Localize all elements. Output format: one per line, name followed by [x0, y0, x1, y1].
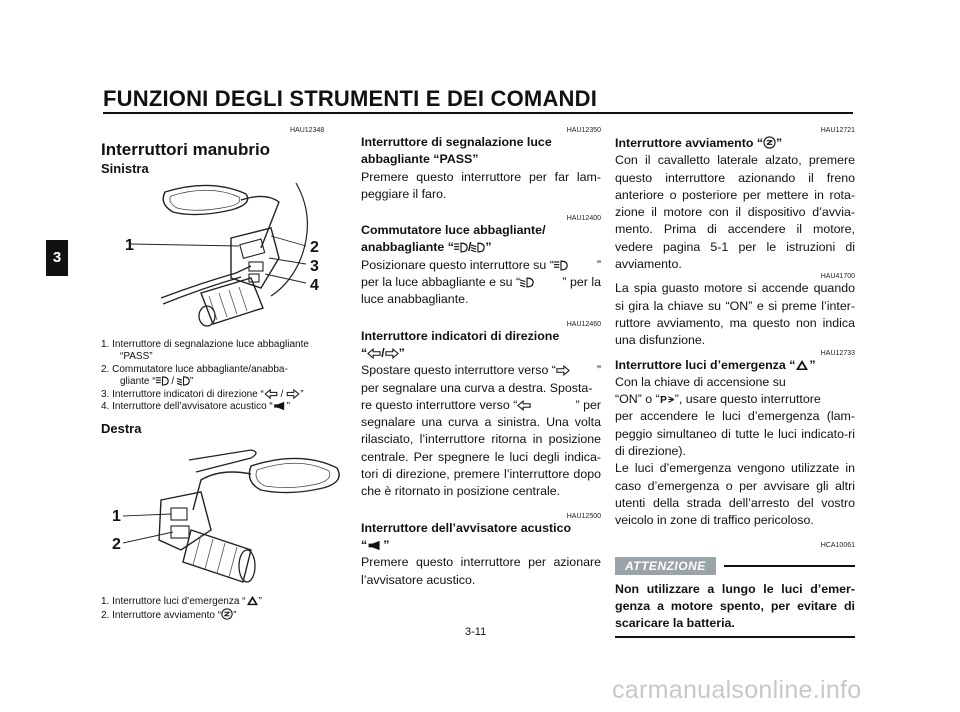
- body-paragraph: per accendere le luci d’emergenza (lam-peggio simultaneo di tutte le luci indicato-ri di direzione).: [615, 409, 855, 459]
- section-title-line: [361, 345, 601, 362]
- section-title-text: Interruttore avviamento “: [615, 136, 764, 150]
- left-captions: [101, 339, 351, 413]
- body-text: ” per: [575, 397, 601, 412]
- body-text: “ON” o “: [615, 392, 660, 407]
- turn-right-icon: [286, 389, 300, 399]
- attention-bottom-rule: [615, 636, 855, 638]
- body-line: Con la chiave di accensione su: [615, 374, 786, 389]
- turn-left-icon: [367, 348, 381, 359]
- body-text: Spostare questo interruttore verso “: [361, 363, 556, 378]
- body-paragraph: Le luci d’emergenza vengono utilizzate in caso d’emergenza o per avvisare gli altri utenti della strada dell’arresto del vostro veicolo in zone di traffico pericoloso.: [615, 461, 855, 528]
- section-title-line: abbagliante “PASS”: [361, 152, 479, 167]
- body-line: [361, 362, 601, 379]
- caption-text: ”: [258, 596, 262, 607]
- section-title-text: ”: [383, 537, 390, 552]
- body-text: ”: [596, 257, 601, 272]
- body-text: per la luce abbagliante e su “: [361, 275, 521, 290]
- callout-2: 2: [310, 239, 319, 256]
- section-body: [361, 257, 601, 309]
- hazard-icon: [795, 359, 809, 371]
- low-beam-icon: [520, 277, 534, 288]
- caption-text: /: [277, 388, 287, 400]
- body-line: [361, 397, 601, 414]
- start-switch-icon: [763, 136, 776, 149]
- high-beam-icon: [554, 260, 568, 271]
- section-title: [361, 520, 601, 555]
- hazard-icon: [246, 595, 259, 606]
- section-code: HAU12733: [820, 349, 855, 357]
- caption-text: /: [168, 376, 177, 388]
- section-body: [615, 374, 855, 530]
- left-handlebar-title: Sinistra: [101, 161, 149, 176]
- caption-text: gliante “: [120, 376, 156, 388]
- turn-left-icon: [264, 389, 278, 399]
- caption-line: [101, 389, 351, 401]
- high-beam-icon: [156, 376, 169, 386]
- section-title-text: ”: [776, 136, 783, 150]
- watermark: carmanualsonline.info: [612, 676, 862, 704]
- section-title: [361, 328, 601, 363]
- body-text: ” per la: [562, 275, 601, 290]
- section-heading: Interruttori manubrio: [101, 140, 271, 159]
- body-line: per segnalare una curva a destra. Sposta-: [361, 380, 593, 395]
- section-title-text: ”: [809, 357, 816, 372]
- section-title-text: ”: [398, 345, 405, 360]
- caption-line: [101, 595, 351, 608]
- caption-line: [101, 376, 351, 388]
- caption-line: 2. Commutatore luce abbagliante/anabba-: [101, 363, 288, 375]
- right-handlebar-title: Destra: [101, 421, 142, 436]
- body-line: [361, 274, 601, 291]
- section-body: Premere questo interruttore per azionare l’avvisatore acustico.: [361, 555, 601, 587]
- caption-text: 4. Interruttore dell’avvisatore acustico “: [101, 401, 273, 413]
- right-handlebar-illustration: [101, 440, 346, 590]
- caption-line: [101, 401, 351, 413]
- low-beam-icon: [471, 242, 485, 253]
- column-2: [361, 127, 601, 589]
- attention-badge: ATTENZIONE: [615, 557, 716, 575]
- horn-icon: [367, 540, 383, 551]
- turn-right-icon: [556, 365, 570, 376]
- section-title-text: /: [381, 345, 385, 360]
- section-code: HAU12350: [566, 127, 601, 134]
- column-3: [615, 127, 855, 638]
- callout-1: 1: [112, 508, 121, 525]
- section-body: Con il cavalletto laterale alzato, premere questo interruttore azionando il freno anteriore o posteriore per mettere in rota-zione il motore con il dispositivo d’avvia-mento. Prima di accendere il motore, vedere pagina 5-1 per le istruzioni di avviamento.: [615, 153, 855, 272]
- caption-text: 3. Interruttore indicatori di direzione “: [101, 388, 264, 400]
- section-title-text: Interruttore luci d’emergenza “: [615, 357, 796, 372]
- callout-4: 4: [310, 277, 319, 294]
- section-title-text: “: [361, 537, 368, 552]
- body-text: ”, usare questo interruttore: [674, 392, 821, 407]
- horn-icon: [273, 401, 287, 411]
- turn-right-icon: [385, 348, 399, 359]
- body-text: re questo interruttore verso “: [361, 397, 518, 412]
- body-paragraph: segnalare una curva a sinistra. Una volta rilasciato, l’interruttore ritorna in posizione centrale. Per spegnere le luci degli indica-tori di direzione, premere l’interruttore dopo che è ritornato in posizione centrale.: [361, 415, 601, 499]
- chapter-tab: 3: [46, 240, 68, 276]
- section-title: [361, 222, 601, 257]
- right-captions: [101, 595, 351, 623]
- callout-2: 2: [112, 536, 121, 553]
- caption-line: 1. Interruttore di segnalazione luce abbagliante: [101, 339, 309, 350]
- section-title-line: Interruttore dell’avvisatore acustico: [361, 520, 572, 535]
- parking-icon: [660, 394, 675, 405]
- callout-3: 3: [310, 258, 319, 275]
- turn-left-icon: [517, 400, 531, 411]
- section-code: HAU12460: [566, 320, 601, 328]
- section-title-line: Interruttore indicatori di direzione: [361, 328, 560, 343]
- caption-text: ”: [189, 376, 194, 388]
- section-title-line: [361, 537, 601, 554]
- section-title-line: Interruttore di segnalazione luce: [361, 135, 552, 149]
- section-code: HAU12348: [290, 127, 325, 134]
- page-number: 3-11: [465, 626, 487, 638]
- caption-text: ”: [286, 401, 291, 413]
- callout-1: 1: [125, 237, 134, 254]
- caption-text: ”: [233, 610, 237, 622]
- section-title: [615, 127, 855, 152]
- start-switch-icon: [221, 608, 233, 620]
- body-text: ”: [596, 363, 601, 378]
- section-body: Premere questo interruttore per far lam-peggiare il faro.: [361, 169, 601, 201]
- caption-text: ”: [300, 388, 304, 400]
- section-body: [361, 362, 601, 500]
- attention-header: [615, 557, 855, 575]
- body-line: [615, 391, 855, 408]
- caption-line: [101, 608, 351, 622]
- section-title-line: Commutatore luce abbagliante/: [361, 223, 546, 238]
- section-code: HAU41700: [820, 273, 855, 281]
- body-line: [361, 257, 601, 274]
- section-code: HAU12721: [820, 127, 855, 134]
- low-beam-icon: [177, 376, 190, 386]
- body-line: luce anabbagliante.: [361, 292, 469, 307]
- caption-text: 2. Interruttore avviamento “: [101, 610, 222, 622]
- title-divider: [103, 112, 853, 114]
- section-title-text: anabbagliante “: [361, 240, 454, 255]
- caption-text: 1. Interruttore luci d’emergenza “: [101, 596, 246, 607]
- section-body: La spia guasto motore si accende quando si gira la chiave su “ON” e si preme l’inter-ruttore avviamento, ma questo non indica una disfunzione.: [615, 281, 855, 348]
- attention-rule: [724, 565, 855, 567]
- section-title: [361, 134, 601, 169]
- section-code: HCA10061: [820, 541, 855, 549]
- section-title-text: ”: [485, 240, 492, 255]
- page-title: FUNZIONI DEGLI STRUMENTI E DEI COMANDI: [103, 86, 598, 111]
- body-text: Posizionare questo interruttore su “: [361, 257, 554, 272]
- section-code: HAU12500: [566, 512, 601, 520]
- attention-text: Non utilizzare a lungo le luci d’emer-genza a motore spento, per evitare di scaricare la batteria.: [615, 581, 855, 631]
- section-title-text: “: [361, 345, 368, 360]
- high-beam-icon: [454, 242, 468, 253]
- section-title-text: /: [467, 240, 472, 255]
- caption-line: “PASS”: [120, 351, 153, 363]
- section-title: [615, 357, 855, 374]
- section-title-line: [361, 239, 601, 256]
- section-code: HAU12400: [566, 215, 601, 223]
